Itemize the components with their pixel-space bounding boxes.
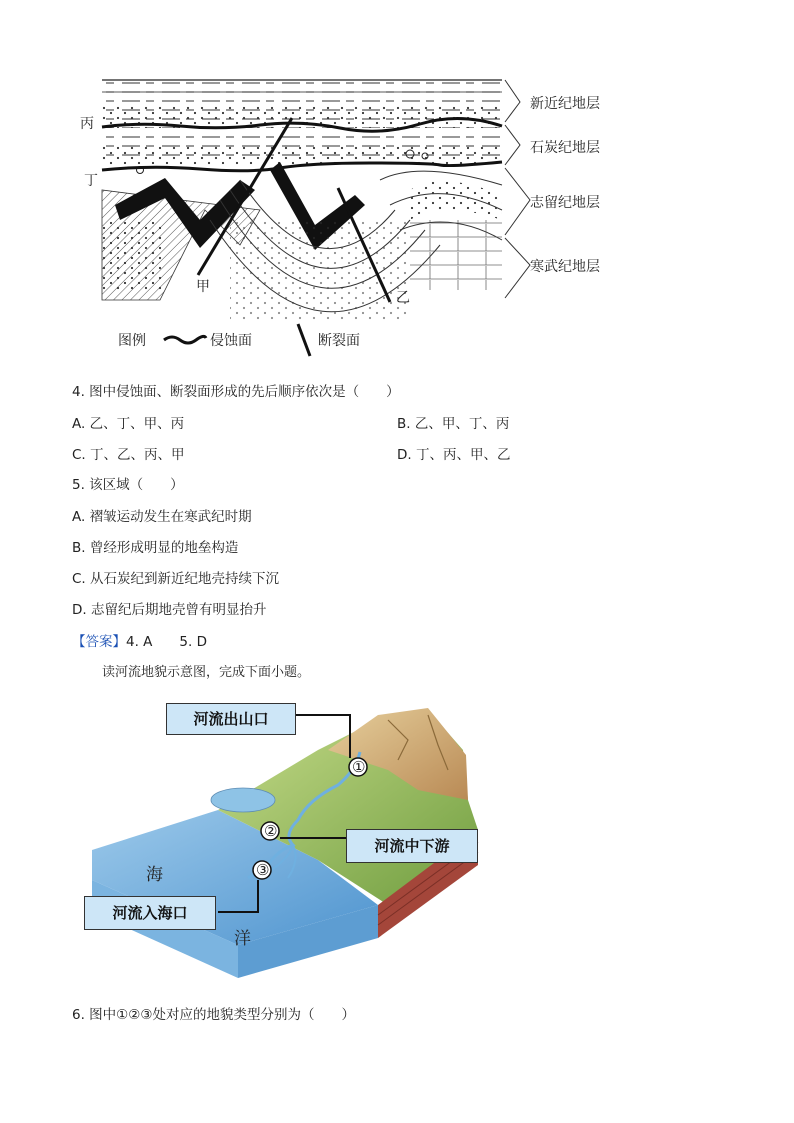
q5-option-d: D. 志留纪后期地壳曾有明显抬升 [72, 602, 267, 618]
q4-option-d: D. 丁、丙、甲、乙 [397, 447, 511, 463]
answer-text: 4. A 5. D [126, 634, 207, 650]
q5-option-a: A. 褶皱运动发生在寒武纪时期 [72, 509, 252, 525]
fault-surface-icon [294, 322, 314, 358]
legend-erosion-label: 侵蚀面 [210, 333, 252, 349]
marker-3: ③ [256, 861, 270, 879]
layer-label-cambrian: 寒武纪地层 [530, 259, 600, 275]
marker-2: ② [264, 822, 278, 840]
label-river-outlet: 河流出山口 [166, 703, 296, 735]
q6-stem: 6. 图中①②③处对应的地貌类型分别为（ ） [72, 1007, 355, 1023]
geology-cross-section [80, 70, 640, 360]
label-river-middle: 河流中下游 [346, 829, 478, 863]
label-yang: 洋 [234, 929, 251, 949]
q4-stem: 4. 图中侵蚀面、断裂面形成的先后顺序依次是（ ） [72, 384, 400, 400]
erosion-surface-icon [162, 330, 208, 348]
label-hai: 海 [146, 865, 163, 885]
layer-label-neogene: 新近纪地层 [530, 96, 600, 112]
q4-option-c: C. 丁、乙、丙、甲 [72, 447, 185, 463]
legend-title: 图例 [118, 333, 146, 349]
point-label-ding: 丁 [84, 173, 98, 189]
layer-label-carboniferous: 石炭纪地层 [530, 140, 600, 156]
q5-option-c: C. 从石炭纪到新近纪地壳持续下沉 [72, 571, 280, 587]
answer-line [72, 630, 207, 650]
point-label-bing: 丙 [80, 116, 94, 132]
answer-tag: 【答案】 [72, 634, 126, 650]
legend-fault-label: 断裂面 [318, 333, 360, 349]
layer-label-silurian: 志留纪地层 [530, 195, 600, 211]
marker-1: ① [352, 758, 366, 776]
point-label-yi: 乙 [396, 290, 410, 306]
intro-text: 读河流地貌示意图，完成下面小题。 [102, 665, 311, 680]
q5-stem: 5. 该区域（ ） [72, 477, 184, 493]
q4-option-b: B. 乙、甲、丁、丙 [397, 416, 510, 432]
point-label-jia: 甲 [196, 279, 210, 295]
q4-option-a: A. 乙、丁、甲、丙 [72, 416, 185, 432]
q5-option-b: B. 曾经形成明显的地垒构造 [72, 540, 239, 556]
label-river-mouth: 河流入海口 [84, 896, 216, 930]
